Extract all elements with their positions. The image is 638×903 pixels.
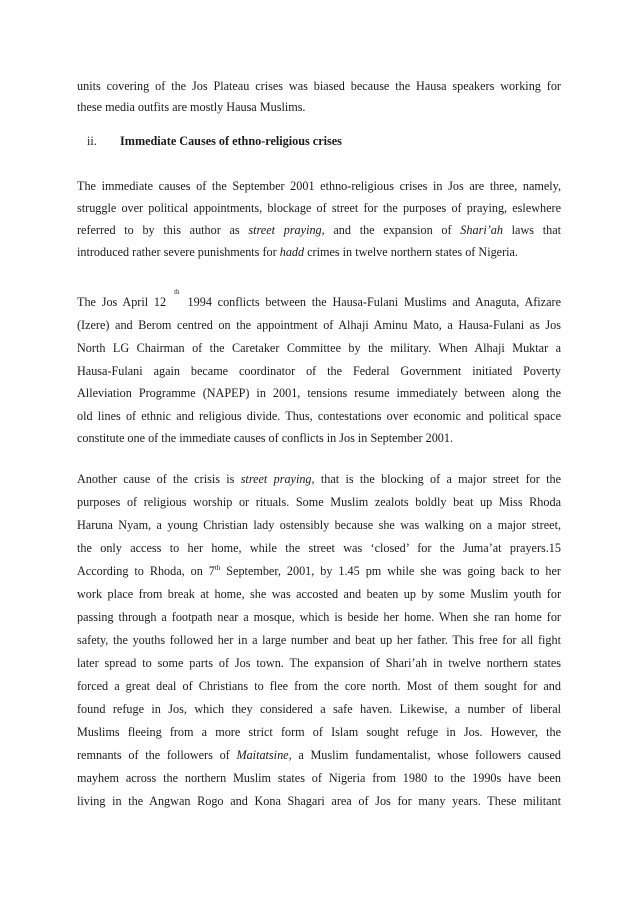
- text-line: units covering of the Jos Plateau crises was biased because the Hausa speakers working for: [77, 79, 561, 93]
- text-line: remnants of the followers of Maitatsine, a Muslim fundamentalist, whose followers caused: [77, 748, 562, 762]
- text-line: later spread to some parts of Jos town. The expansion of Shari’ah in twelve northern states: [77, 656, 561, 670]
- text-line: living in the Angwan Rogo and Kona Shagari area of Jos for many years. These militant: [77, 794, 561, 808]
- ordinal-superscript: th: [174, 288, 180, 296]
- text-line: According to Rhoda, on 7th September, 2001, by 1.45 pm while she was going back to her: [77, 563, 561, 578]
- ordinal-superscript: th: [214, 563, 221, 572]
- text-line: old lines of ethnic and religious divide. Thus, contestations over economic and political space: [77, 409, 561, 423]
- text-line: work place from break at home, she was accosted and beaten up by some Muslim youth for: [77, 587, 561, 601]
- text-line: Alleviation Programme (NAPEP) in 2001, tensions resume immediately between along the: [77, 386, 561, 400]
- text-line: referred to by this author as street praying, and the expansion of Shari’ah laws that: [77, 223, 561, 237]
- text-line: The immediate causes of the September 2001 ethno-religious crises in Jos are three, namely,: [77, 179, 561, 193]
- text-line: mayhem across the northern Muslim states of Nigeria from 1980 to the 1990s have been: [77, 771, 561, 785]
- text-line: forced a great deal of Christians to flee from the core north. Most of them sought for and: [77, 679, 561, 693]
- text-line: found refuge in Jos, which they considered a safe haven. Likewise, a number of liberal: [77, 702, 561, 716]
- text-line: the only access to her home, while the street was ‘closed’ for the Juma’at prayers.15: [77, 541, 561, 555]
- text-line: safety, the youths followed her in a large number and beat up her father. This free for all fight: [77, 633, 561, 647]
- text-line: Hausa-Fulani again became coordinator of the Federal Government initiated Poverty: [77, 364, 561, 378]
- text-line: North LG Chairman of the Caretaker Committee by the military. When Alhaji Muktar a: [77, 341, 561, 355]
- text-line: Another cause of the crisis is street praying, that is the blocking of a major street for the: [77, 472, 561, 486]
- text-line: constitute one of the immediate causes of conflicts in Jos in September 2001.: [77, 431, 454, 445]
- section-title: Immediate Causes of ethno-religious crises: [120, 134, 342, 148]
- text-line: The Jos April 12th1994 conflicts between the Hausa-Fulani Muslims and Anaguta, Afizare: [77, 288, 561, 309]
- text-line: purposes of religious worship or rituals. Some Muslim zealots boldly beat up Miss Rhoda: [77, 495, 561, 509]
- text-line: passing through a footpath near a mosque, which is beside her home. When she ran home for: [77, 610, 561, 624]
- text-line: Haruna Nyam, a young Christian lady ostensibly because she was walking on a major street,: [77, 518, 561, 532]
- text-line: (Izere) and Berom centred on the appointment of Alhaji Aminu Mato, a Hausa-Fulani as Jos: [77, 318, 561, 332]
- section-number: ii.: [87, 134, 97, 148]
- text-line: struggle over political appointments, blockage of street for the purposes of praying, eslewhere: [77, 201, 561, 215]
- text-line: these media outfits are mostly Hausa Muslims.: [77, 100, 306, 114]
- text-line: Muslims fleeing from a more strict form of Islam sought refuge in Jos. However, the: [77, 725, 561, 739]
- text-line: introduced rather severe punishments for hadd crimes in twelve northern states of Nigeria.: [77, 245, 518, 259]
- section-heading: [87, 134, 342, 149]
